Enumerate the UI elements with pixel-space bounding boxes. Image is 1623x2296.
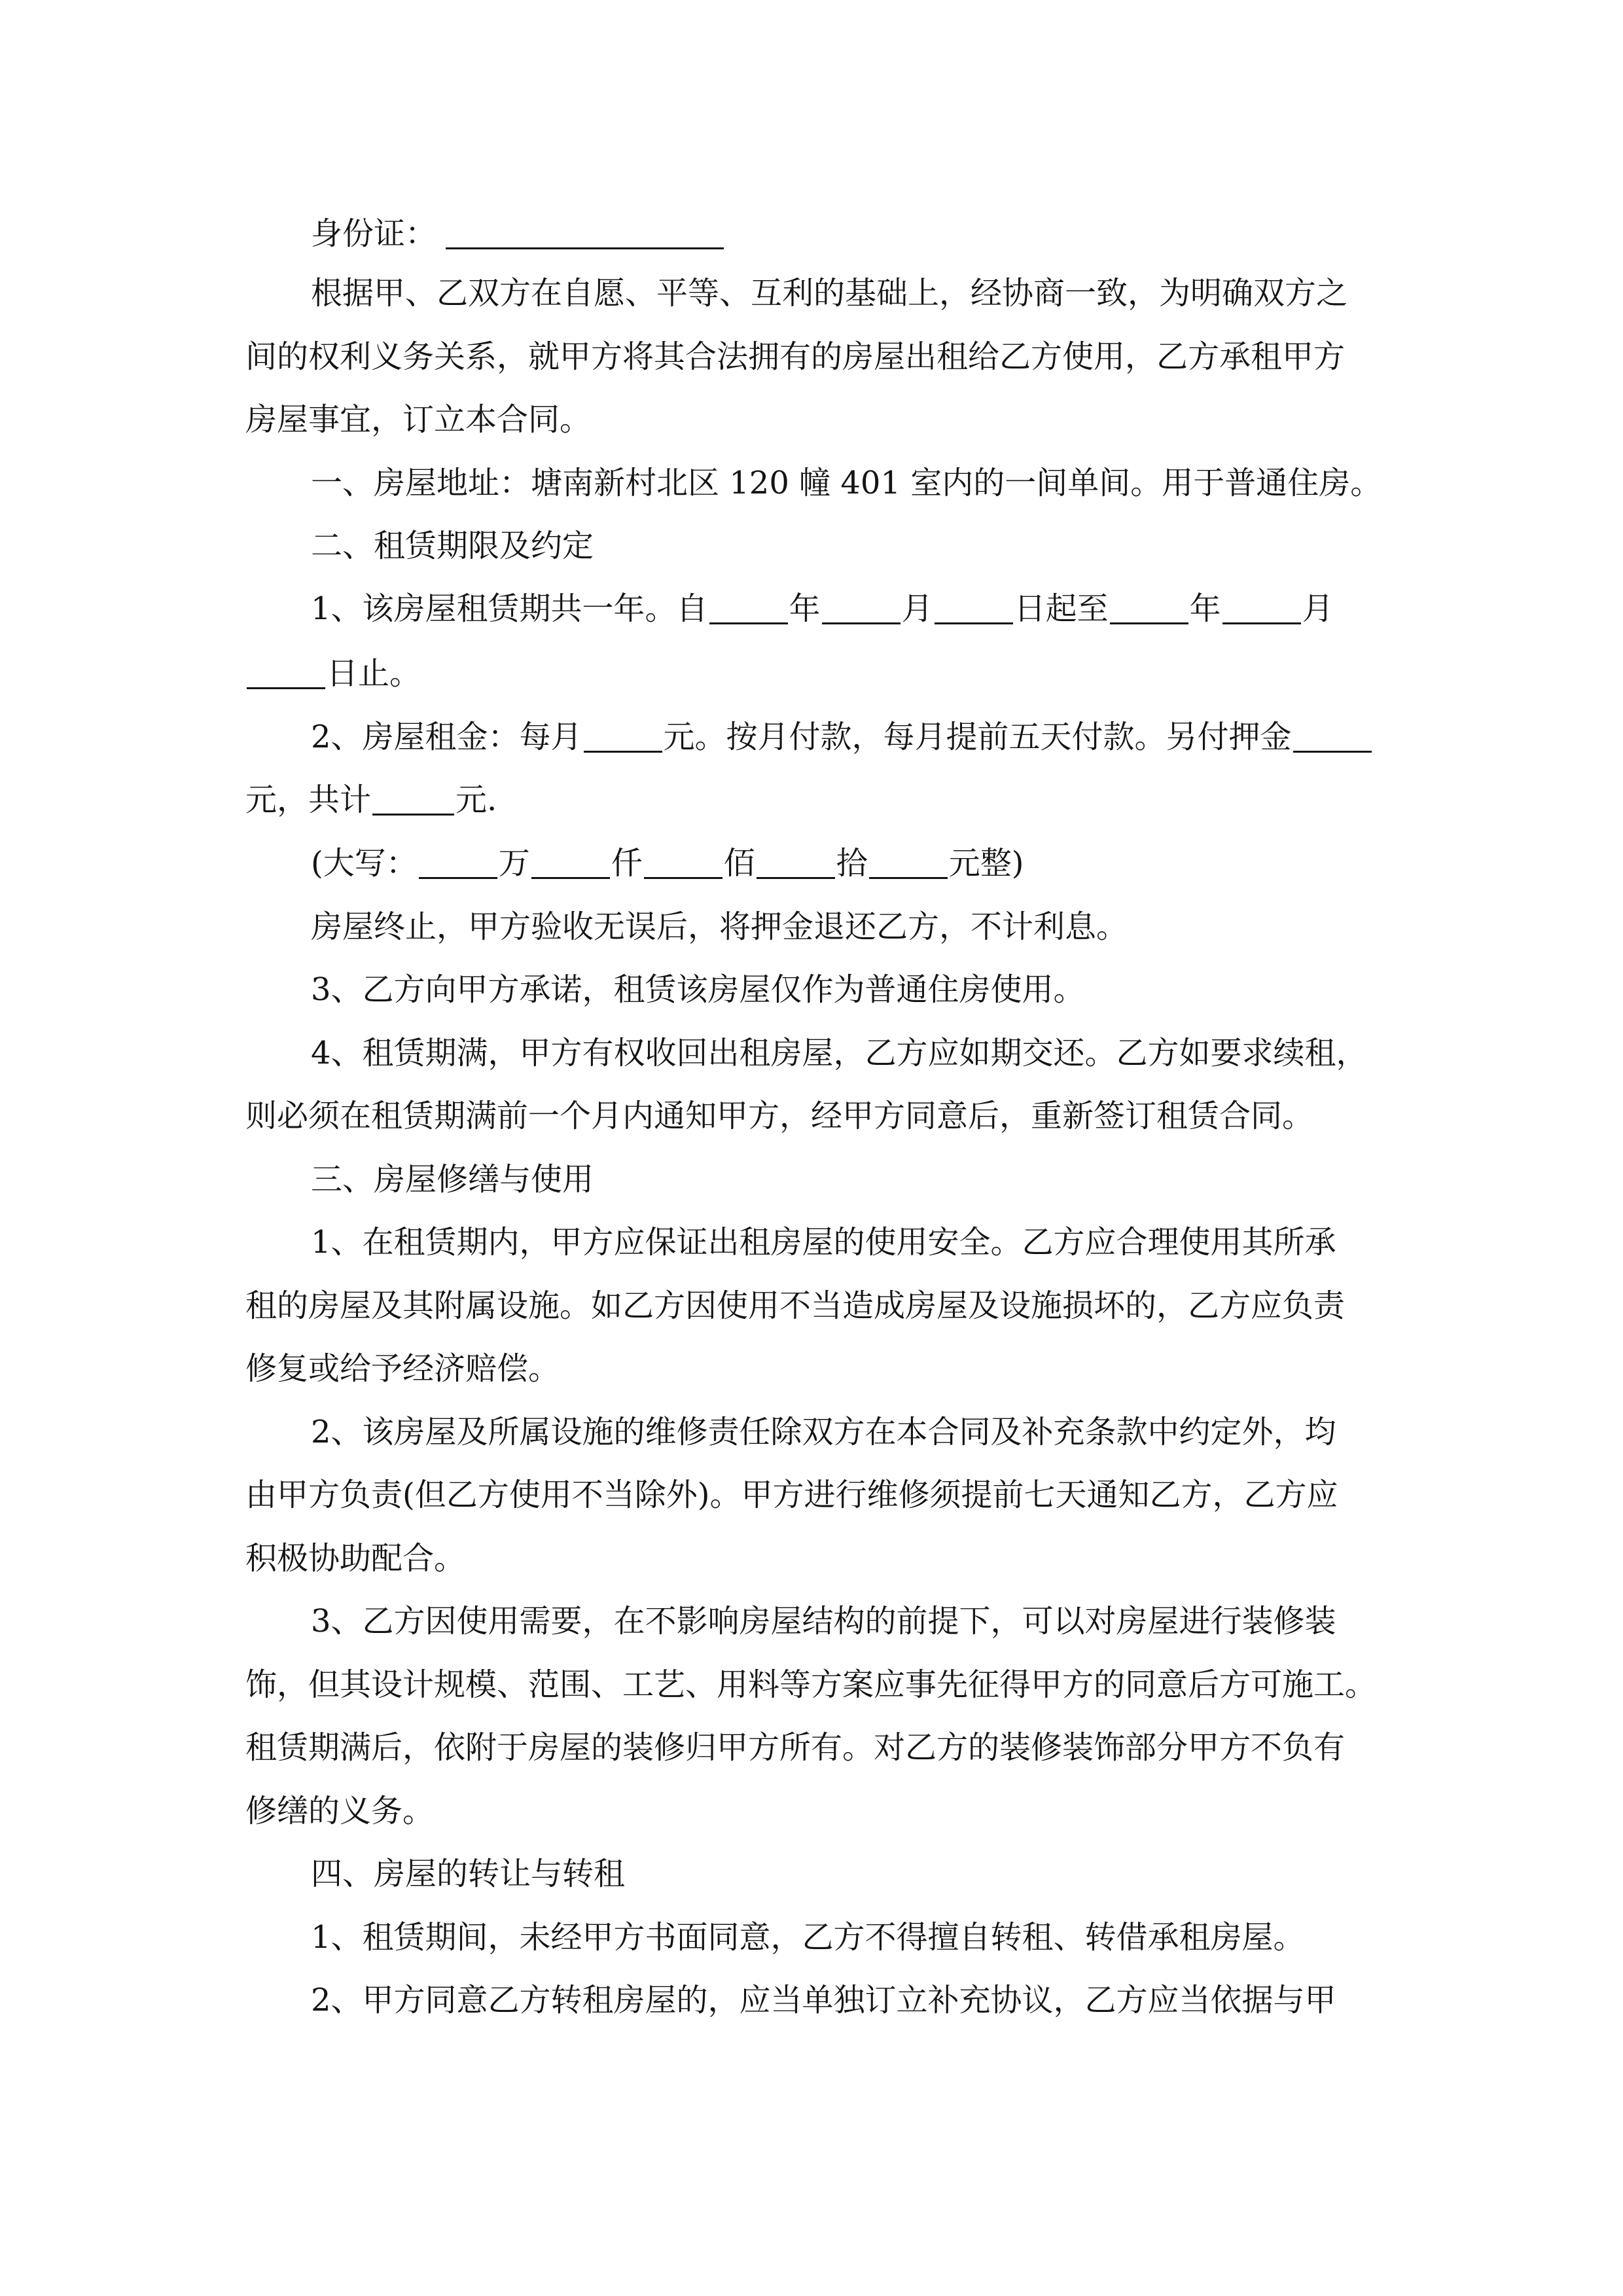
- clause-4-2-line-1: 2、甲方同意乙方转租房屋的，应当单独订立补充协议，乙方应当依据与甲: [311, 1982, 1336, 2018]
- year-label: 年: [789, 590, 821, 627]
- intro-paragraph-line-1: 根据甲、乙双方在自愿、平等、互利的基础上，经协商一致，为明确双方之: [311, 275, 1348, 312]
- section-2-heading: 二、租赁期限及约定: [311, 528, 594, 564]
- clause-2-3: 3、乙方向甲方承诺，租赁该房屋仅作为普通住房使用。: [311, 971, 1085, 1008]
- clause-3-2-line-3: 积极协助配合。: [245, 1540, 466, 1577]
- clause-4-1: 1、租赁期间，未经甲方书面同意，乙方不得擅自转租、转借承租房屋。: [311, 1919, 1305, 1956]
- yuan-zheng-label: 元整): [948, 845, 1024, 882]
- clause-3-3-line-3: 租赁期满后，依附于房屋的装修归甲方所有。对乙方的装修装饰部分甲方不负有: [245, 1729, 1346, 1766]
- total-text: 元，共计: [245, 781, 372, 818]
- total-blank: [372, 777, 454, 816]
- clause-3-3-line-2: 饰，但其设计规模、范围、工艺、用料等方案应事先征得甲方的同意后方可施工。: [245, 1666, 1377, 1703]
- shi-blank: [757, 840, 835, 879]
- clause-3-3-line-4: 修缮的义务。: [245, 1793, 435, 1829]
- clause-3-2-line-2: 由甲方负责(但乙方使用不当除外)。甲方进行维修须提前七天通知乙方，乙方应: [245, 1477, 1338, 1513]
- intro-paragraph-line-3: 房屋事宜，订立本合同。: [245, 401, 592, 438]
- deposit-blank: [1293, 714, 1372, 753]
- upper-open: (大写：: [311, 845, 418, 882]
- intro-paragraph-line-2: 间的权利义务关系，就甲方将其合法拥有的房屋出租给乙方使用，乙方承租甲方: [245, 338, 1346, 375]
- clause-2-4-line-2: 则必须在租赁期满前一个月内通知甲方，经甲方同意后，重新签订租赁合同。: [245, 1098, 1314, 1134]
- bai-label: 佰: [723, 845, 755, 882]
- id-blank: [446, 211, 724, 249]
- month-label-2: 月: [1302, 590, 1334, 627]
- end-month-blank: [1222, 586, 1301, 624]
- start-month-blank: [822, 586, 901, 624]
- clause-3-1-line-2: 租的房屋及其附属设施。如乙方因使用不当造成房屋及设施损坏的，乙方应负责: [245, 1287, 1346, 1324]
- qian-blank: [531, 840, 610, 879]
- section-4-heading: 四、房屋的转让与转租: [311, 1856, 626, 1892]
- clause-3-1-line-1: 1、在租赁期内，甲方应保证出租房屋的使用安全。乙方应合理使用其所承: [311, 1224, 1336, 1261]
- end-day-blank: [247, 651, 325, 689]
- section-3-heading: 三、房屋修缮与使用: [311, 1161, 594, 1198]
- rent-payment-text: 元。按月付款，每月提前五天付款。另付押金: [663, 719, 1292, 755]
- day-end-label: 日止。: [327, 655, 421, 692]
- day-from-label: 日起至: [1014, 590, 1109, 627]
- year-label-2: 年: [1189, 590, 1221, 627]
- qian-label: 仟: [611, 845, 643, 882]
- lease-term-text: 1、该房屋租赁期共一年。自: [311, 590, 708, 627]
- rent-line: [311, 714, 1397, 760]
- start-day-blank: [935, 586, 1013, 624]
- clause-2-4-line-1: 4、租赁期满，甲方有权收回出租房屋，乙方应如期交还。乙方如要求续租，: [311, 1035, 1368, 1071]
- yuan-blank: [869, 840, 948, 879]
- lease-term-line-2: [245, 651, 1397, 696]
- wan-label: 万: [498, 845, 530, 882]
- clause-3-2-line-1: 2、该房屋及所属设施的维修责任除双方在本合同及补充条款中约定外，均: [311, 1414, 1336, 1450]
- section-1-address: 一、房屋地址：塘南新村北区 120 幢 401 室内的一间单间。用于普通住房。: [311, 465, 1382, 501]
- monthly-rent-blank: [584, 714, 662, 753]
- lease-term-line: [311, 586, 1397, 632]
- clause-3-1-line-3: 修复或给予经济赔偿。: [245, 1350, 560, 1387]
- yuan-label: 元.: [455, 781, 497, 818]
- wan-blank: [419, 840, 497, 879]
- shi-label: 拾: [836, 845, 868, 882]
- id-line: [311, 211, 1397, 257]
- id-label: 身份证：: [311, 215, 437, 252]
- month-label: 月: [901, 590, 933, 627]
- bai-blank: [644, 840, 722, 879]
- deposit-refund: 房屋终止，甲方验收无误后，将押金退还乙方，不计利息。: [311, 908, 1128, 945]
- end-year-blank: [1110, 586, 1188, 624]
- rent-line-2: [245, 777, 1397, 823]
- start-year-blank: [709, 586, 788, 624]
- clause-3-3-line-1: 3、乙方因使用需要，在不影响房屋结构的前提下，可以对房屋进行装修装: [311, 1603, 1336, 1640]
- amount-in-words-line: [311, 840, 1397, 886]
- rent-text: 2、房屋租金：每月: [311, 719, 582, 755]
